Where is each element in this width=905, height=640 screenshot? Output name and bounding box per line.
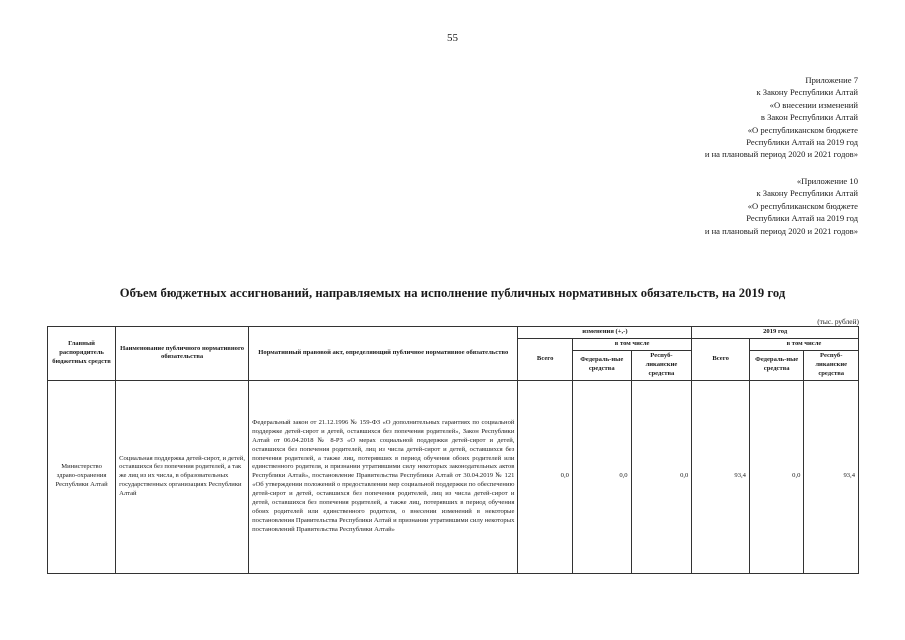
header-year-republic: Респуб-ликанские средства bbox=[804, 350, 859, 380]
units-label: (тыс. рублей) bbox=[817, 317, 859, 326]
appendix-line: в Закон Республики Алтай bbox=[760, 112, 858, 123]
header-obligation-name: Наименование публичного нормативного обязательства bbox=[116, 327, 249, 381]
appendix-10-heading bbox=[705, 175, 858, 237]
cell-year-total: 93,4 bbox=[692, 380, 750, 573]
appendix-line: «О внесении изменений bbox=[769, 99, 858, 110]
header-changes-group: изменения (+,-) bbox=[518, 327, 692, 339]
table-row bbox=[48, 380, 859, 573]
cell-year-federal: 0,0 bbox=[749, 380, 803, 573]
appendix-line: и на плановый период 2020 и 2021 годов» bbox=[704, 225, 858, 236]
header-changes-federal: Федераль-ные средства bbox=[572, 350, 631, 380]
appendix-7-heading bbox=[705, 74, 858, 161]
header-changes-including: в том числе bbox=[572, 338, 691, 350]
header-year-group: 2019 год bbox=[692, 327, 859, 339]
header-year-federal: Федераль-ные средства bbox=[749, 350, 803, 380]
appendix-line: «О республиканском бюджете bbox=[747, 124, 858, 135]
appendix-line: к Закону Республики Алтай bbox=[756, 87, 858, 98]
cell-main-admin: Министерство здраво-охранения Республики Алтай bbox=[48, 380, 116, 573]
budget-table bbox=[47, 326, 859, 574]
appendix-line: Приложение 7 bbox=[805, 75, 858, 85]
document-title: Объем бюджетных ассигнований, направляемых на исполнение публичных нормативных обязательств, на 2019 год bbox=[119, 286, 786, 300]
header-year-including: в том числе bbox=[749, 338, 858, 350]
header-changes-total: Всего bbox=[518, 338, 572, 380]
appendix-line: Республики Алтай на 2019 год bbox=[746, 137, 858, 148]
header-year-total: Всего bbox=[692, 338, 750, 380]
header-legal-act: Нормативный правовой акт, определяющий публичное нормативное обязательство bbox=[249, 327, 518, 381]
page-number: 55 bbox=[447, 32, 458, 44]
cell-year-republic: 93,4 bbox=[804, 380, 859, 573]
appendix-line: и на плановый период 2020 и 2021 годов» bbox=[704, 149, 858, 160]
cell-changes-federal: 0,0 bbox=[572, 380, 631, 573]
appendix-line: к Закону Республики Алтай bbox=[756, 188, 858, 199]
appendix-line: Республики Алтай на 2019 год bbox=[746, 213, 858, 224]
cell-changes-republic: 0,0 bbox=[631, 380, 692, 573]
header-main-admin: Главный распорядитель бюджетных средств bbox=[48, 327, 116, 381]
cell-legal-act: Федеральный закон от 21.12.1996 № 159-ФЗ «О дополнительных гарантиях по социальной поддержке детей-сирот и детей, оставшихся без попечения родителей», Закон Республики Алтай от 06.04.2018 № 8-РЗ «О мерах социальной поддержки детей-сирот и детей, оставшихся без попечения родителей, лиц из числа детей-сирот и детей, оставшихся без попечения родителей, а также лиц, потерявших в период обучения обоих родителей или единственного родителя, и признании утратившими силу некоторых законодательных актов Республики Алтай», постановление Правительства Республики Алтай от 30.04.2019 № 121 «Об утверждении положений о предоставлении мер социальной поддержки по обеспечению детей-сирот и детей, оставшихся без попечения родителей, лиц из числа детей-сирот и детей, оставшихся без попечения родителей, а также лиц, потерявших в период обучения обоих родителей или единственного родителя, о внесении изменений в некоторые постановления Правительства Республики Алтай и признании утратившими силу некоторых постановлений Правительства Республики Алтай» bbox=[249, 380, 518, 573]
header-changes-republic: Респуб-ликанские средства bbox=[631, 350, 692, 380]
cell-obligation-name: Социальная поддержка детей-сирот, и детей, оставшихся без попечения родителей, а так же лиц из их числа, в образовательных государственных организациях Республики Алтай bbox=[116, 380, 249, 573]
appendix-line: «О республиканском бюджете bbox=[747, 200, 858, 211]
appendix-line: «Приложение 10 bbox=[796, 176, 858, 186]
cell-changes-total: 0,0 bbox=[518, 380, 572, 573]
